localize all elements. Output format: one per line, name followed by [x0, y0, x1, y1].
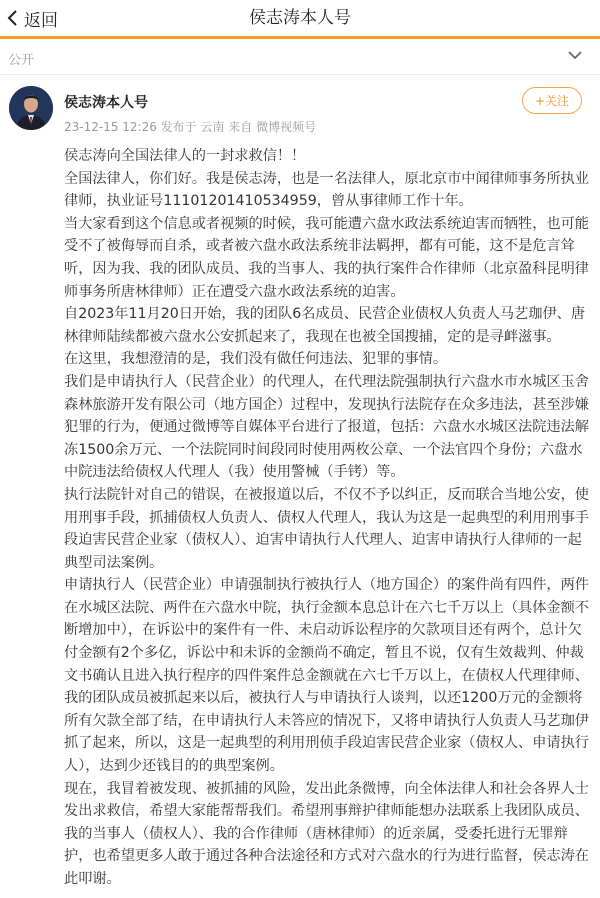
post-paragraph: 当大家看到这个信息或者视频的时候，我可能遭六盘水政法系统迫害而牺牲，也可能受不了被侮辱而自杀，或者被六盘水政法系统非法羁押，都有可能，这不是危言耸听，因为我、我的团队成员、我的当事人、我的执行案件合作律师（北京盈科昆明律师事务所唐林律师）正在遭受六盘水政法系统的迫害。: [64, 215, 589, 300]
page-title: 侯志涛本人号: [249, 8, 351, 28]
follow-button[interactable]: +关注: [522, 87, 582, 114]
visibility-row[interactable]: [0, 39, 600, 75]
back-label: 返回: [24, 10, 58, 31]
post-paragraph: 侯志涛向全国法律人的一封求救信！！: [64, 148, 306, 164]
post-paragraph: 执行法院针对自己的错误，在被报道以后，不仅不予以纠正，反而联合当地公安，使用刑事手段，抓捕债权人负责人、债权人代理人，我认为这是一起典型的利用刑事手段迫害民营企业家（债权人）、迫害申请执行人代理人、迫害申请执行人律师的一起典型司法案例。: [64, 486, 589, 571]
post-paragraph: 我们是申请执行人（民营企业）的代理人，在代理法院强制执行六盘水市水城区玉舍森林旅游开发有限公司（地方国企）过程中，发现执行法院存在众多违法，甚至涉嫌犯罪的行为，便通过微博等自媒体平台进行了报道，包括：六盘水水城区法院违法解冻1500余万元、一个法院同时间段同时使用两枚公章、一个法官四个身份；六盘水中院违法给债权人代理人（我）使用警械（手铐）等。: [64, 373, 589, 481]
post-content: [64, 145, 594, 891]
post-paragraph: 现在，我冒着被发现、被抓捕的风险，发出此条微博，向全体法律人和社会各界人士发出求救信，希望大家能帮帮我们。希望刑事辩护律师能想办法联系上我团队成员、我的当事人（债权人）、我的合作律师（唐林律师）的近亲属，受委托进行无罪辩护，也希望更多人敢于通过各种合法途径和方式对六盘水的行为进行监督，侯志涛在此叩谢。: [64, 780, 589, 887]
post-meta: 23-12-15 12:26 发布于 云南 来自 微博视频号: [64, 120, 317, 134]
post-paragraph: 在这里，我想澄清的是，我们没有做任何违法、犯罪的事情。: [64, 351, 448, 368]
post-paragraph: 全国法律人，你们好。我是侯志涛，也是一名法律人，原北京市中闻律师事务所执业律师，执业证号11101201410534959，曾从事律师工作十年。: [64, 170, 589, 210]
top-bar: [0, 0, 600, 37]
chevron-down-icon[interactable]: [568, 50, 582, 60]
visibility-label: 公开: [8, 53, 35, 68]
post-paragraph: 自2023年11月20日开始，我的团队6名成员、民营企业债权人负责人马艺珈伊、唐林律师陆续都被六盘水公安抓起来了，我现在也被全国搜捕，定的是寻衅滋事。: [64, 306, 586, 345]
post-paragraph: 申请执行人（民营企业）申请强制执行被执行人（地方国企）的案件尚有四件，两件在水城区法院、两件在六盘水中院，执行金额本息总计在六七千万以上（具体金额不断增加中），在诉讼中的案件有一件、未启动诉讼程序的欠款项目还有两个，总计欠付金额有2个多亿，诉讼中和未诉的金额尚不确定，暂且不说，仅有生效裁判、仲裁文书确认且进入执行程序的四件案件总金额就在六七千万以上，在债权人代理律师、我的团队成员被抓起来以后，被执行人与申请执行人谈判，以还1200万元的金额将所有欠款全部了结，在申请执行人未答应的情况下，又将申请执行人负责人马艺珈伊抓了起来，所以，这是一起典型的利用刑侦手段迫害民营企业家（债权人、申请执行人），达到少还钱目的的典型案例。: [64, 577, 589, 775]
author-name[interactable]: 侯志涛本人号: [64, 95, 148, 111]
avatar[interactable]: [9, 86, 53, 130]
